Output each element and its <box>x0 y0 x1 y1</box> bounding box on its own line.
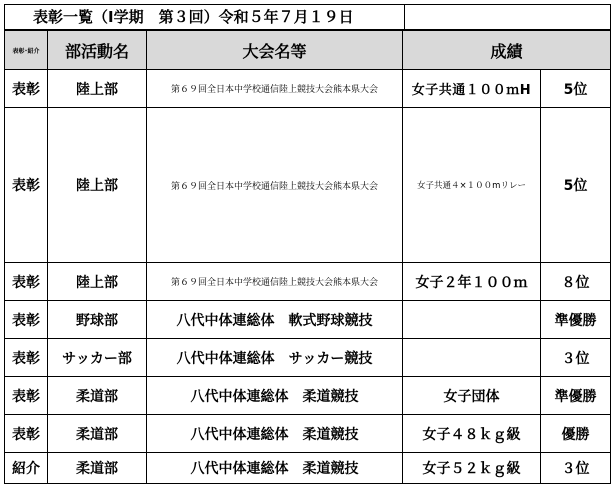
cell-club: 陸上部 <box>48 263 147 301</box>
table-row <box>5 377 611 415</box>
cell-tournament: 八代中体連総体 柔道競技 <box>147 415 403 453</box>
page-title: 表彰一覧（I学期 第３回）令和５年７月１９日 <box>4 4 404 30</box>
cell-tournament: 八代中体連総体 軟式野球競技 <box>147 301 403 339</box>
cell-event: 女子団体 <box>403 377 541 415</box>
cell-result: 準優勝 <box>541 301 611 339</box>
cell-club: サッカー部 <box>48 339 147 377</box>
cell-event: 女子４８ｋｇ級 <box>403 415 541 453</box>
cell-club: 柔道部 <box>48 453 147 484</box>
cell-tournament: 八代中体連総体 サッカー競技 <box>147 339 403 377</box>
cell-event <box>403 339 541 377</box>
cell-event: 女子共通４×１００mリレー <box>403 108 541 263</box>
cell-club: 陸上部 <box>48 108 147 263</box>
table-row <box>5 301 611 339</box>
cell-type: 表彰 <box>5 70 48 108</box>
cell-tournament: 第６９回全日本中学校通信陸上競技大会熊本県大会 <box>147 263 403 301</box>
cell-type: 表彰 <box>5 263 48 301</box>
cell-tournament: 第６９回全日本中学校通信陸上競技大会熊本県大会 <box>147 108 403 263</box>
header-row <box>5 31 611 70</box>
header-result: 成績 <box>403 31 611 70</box>
cell-result: ３位 <box>541 339 611 377</box>
cell-type: 表彰 <box>5 377 48 415</box>
cell-type: 紹介 <box>5 453 48 484</box>
awards-table <box>4 30 611 484</box>
cell-result: 5位 <box>541 108 611 263</box>
title-row <box>0 0 611 32</box>
table-row <box>5 453 611 484</box>
cell-club: 野球部 <box>48 301 147 339</box>
cell-result: ８位 <box>541 263 611 301</box>
table-row <box>5 263 611 301</box>
table-row <box>5 339 611 377</box>
cell-tournament: 第６９回全日本中学校通信陸上競技大会熊本県大会 <box>147 70 403 108</box>
cell-result: 優勝 <box>541 415 611 453</box>
cell-tournament: 八代中体連総体 柔道競技 <box>147 453 403 484</box>
cell-type: 表彰 <box>5 108 48 263</box>
cell-event: 女子５２ｋｇ級 <box>403 453 541 484</box>
cell-result: ３位 <box>541 453 611 484</box>
cell-type: 表彰 <box>5 301 48 339</box>
table-row <box>5 108 611 263</box>
cell-result: 準優勝 <box>541 377 611 415</box>
cell-tournament: 八代中体連総体 柔道競技 <box>147 377 403 415</box>
cell-club: 柔道部 <box>48 377 147 415</box>
cell-type: 表彰 <box>5 339 48 377</box>
header-type: 表彰･紹介 <box>5 31 48 70</box>
header-club: 部活動名 <box>48 31 147 70</box>
cell-event <box>403 301 541 339</box>
cell-event: 女子共通１００ｍH <box>403 70 541 108</box>
title-blank-cell <box>404 4 611 30</box>
table-row <box>5 415 611 453</box>
cell-club: 陸上部 <box>48 70 147 108</box>
cell-club: 柔道部 <box>48 415 147 453</box>
header-tournament: 大会名等 <box>147 31 403 70</box>
cell-result: 5位 <box>541 70 611 108</box>
cell-type: 表彰 <box>5 415 48 453</box>
cell-event: 女子２年１００ｍ <box>403 263 541 301</box>
table-row <box>5 70 611 108</box>
